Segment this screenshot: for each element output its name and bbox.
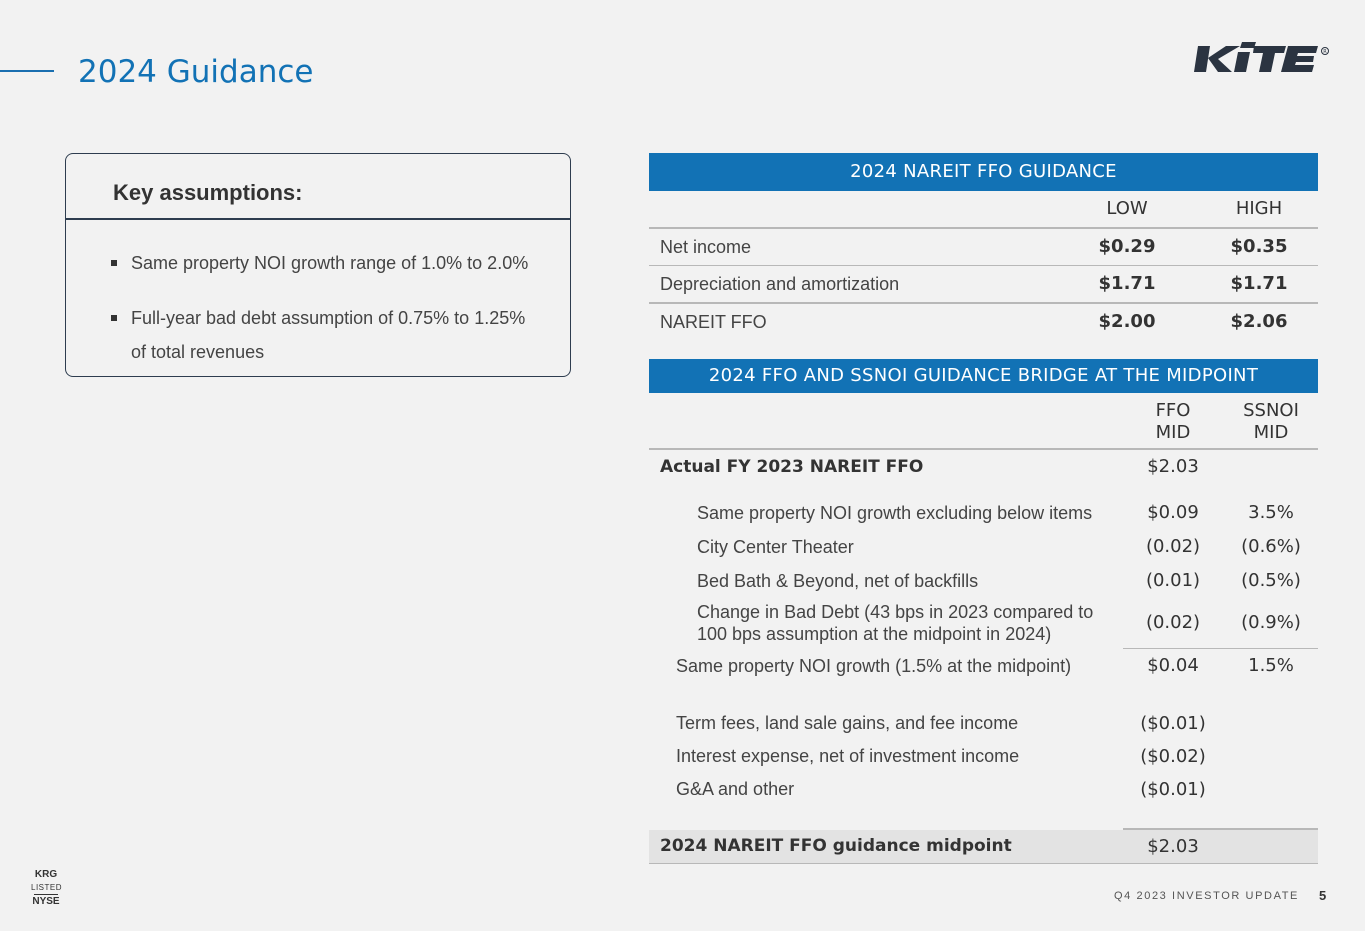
low-value: $0.29: [1098, 235, 1156, 257]
row-label: Change in Bad Debt (43 bps in 2023 compared to 100 bps assumption at the midpoint in 2024): [697, 601, 1094, 644]
divider: [66, 218, 570, 220]
table-row: [649, 649, 1318, 683]
column-header-ffo-mid: FFO MID: [1155, 400, 1191, 443]
ffo-value: $0.04: [1147, 655, 1199, 676]
row-divider: [649, 863, 1318, 865]
exchange-name: NYSE: [32, 896, 60, 907]
row-label: Depreciation and amortization: [660, 274, 900, 294]
column-header-low: LOW: [1106, 198, 1148, 219]
kite-logo: [1188, 40, 1333, 81]
assumption-item: Full-year bad debt assumption of 0.75% to 1.25% of total revenues: [111, 301, 525, 369]
row-label: Term fees, land sale gains, and fee income: [676, 713, 1019, 733]
table-header: 2024 FFO AND SSNOI GUIDANCE BRIDGE AT THE MIDPOINT: [649, 359, 1318, 393]
column-header-high: HIGH: [1235, 198, 1283, 219]
ffo-guidance-table: [649, 153, 1318, 340]
ffo-value: ($0.02): [1140, 746, 1206, 767]
ffo-value: $2.03: [1147, 835, 1199, 857]
table-row: [649, 229, 1318, 265]
row-label: Interest expense, net of investment income: [676, 746, 1020, 766]
row-label: Net income: [660, 236, 752, 257]
ssnoi-value: (0.6%): [1241, 535, 1301, 557]
svg-text:R: R: [1323, 49, 1327, 55]
table-row: [649, 773, 1318, 806]
bullet-square-icon: [111, 260, 117, 266]
table-row: [649, 564, 1318, 598]
key-assumptions-title: Key assumptions:: [113, 180, 303, 205]
ffo-value: ($0.01): [1140, 713, 1206, 734]
listed-label: LISTED: [31, 883, 63, 892]
high-value: $0.35: [1230, 235, 1288, 257]
table-row: [649, 266, 1318, 302]
ffo-value: (0.02): [1145, 535, 1201, 557]
ssnoi-value: 3.5%: [1248, 501, 1294, 523]
ffo-value: (0.02): [1145, 611, 1201, 633]
table-row: [649, 450, 1318, 486]
row-label: G&A and other: [676, 779, 795, 799]
ffo-value: ($0.01): [1140, 779, 1206, 800]
row-label: Actual FY 2023 NAREIT FFO: [660, 456, 924, 477]
total-row: [649, 830, 1318, 863]
ffo-value: $0.09: [1147, 501, 1199, 523]
row-label: NAREIT FFO: [660, 311, 767, 332]
row-label: Bed Bath & Beyond, net of backfills: [697, 570, 979, 591]
ssnoi-value: 1.5%: [1248, 655, 1294, 676]
page-number: 5: [1319, 888, 1327, 903]
table-row: [649, 707, 1318, 740]
table-row: [649, 530, 1318, 564]
title-accent-rule: [0, 70, 54, 72]
ffo-value: (0.01): [1145, 569, 1201, 591]
table-header: 2024 NAREIT FFO GUIDANCE: [649, 153, 1318, 191]
table-row: [649, 496, 1318, 530]
table-row: [649, 304, 1318, 340]
ticker-symbol: KRG: [34, 869, 58, 880]
column-header-row: [649, 393, 1318, 448]
column-header-ssnoi-mid: SSNOI MID: [1243, 400, 1299, 443]
table-row: [649, 598, 1318, 648]
row-label: City Center Theater: [697, 536, 854, 557]
ssnoi-value: (0.9%): [1241, 611, 1301, 633]
ssnoi-value: (0.5%): [1241, 569, 1301, 591]
low-value: $2.00: [1098, 310, 1156, 332]
column-header-row: [649, 191, 1318, 227]
bullet-square-icon: [111, 315, 117, 321]
footer-label: Q4 2023 INVESTOR UPDATE: [1114, 890, 1299, 902]
high-value: $1.71: [1230, 273, 1288, 294]
low-value: $1.71: [1098, 273, 1156, 294]
high-value: $2.06: [1230, 310, 1288, 332]
nyse-listing-badge: [31, 868, 61, 908]
key-assumptions-box: [65, 153, 571, 377]
table-row: [649, 740, 1318, 773]
guidance-bridge-table: [649, 359, 1318, 864]
page-title: 2024 Guidance: [78, 54, 314, 90]
row-label: 2024 NAREIT FFO guidance midpoint: [660, 835, 1012, 856]
assumption-item: Same property NOI growth range of 1.0% to 2.0%: [111, 246, 528, 280]
row-label: Same property NOI growth (1.5% at the midpoint): [676, 656, 1072, 676]
row-label: Same property NOI growth excluding below items: [697, 502, 1093, 523]
ffo-value: $2.03: [1147, 455, 1199, 477]
